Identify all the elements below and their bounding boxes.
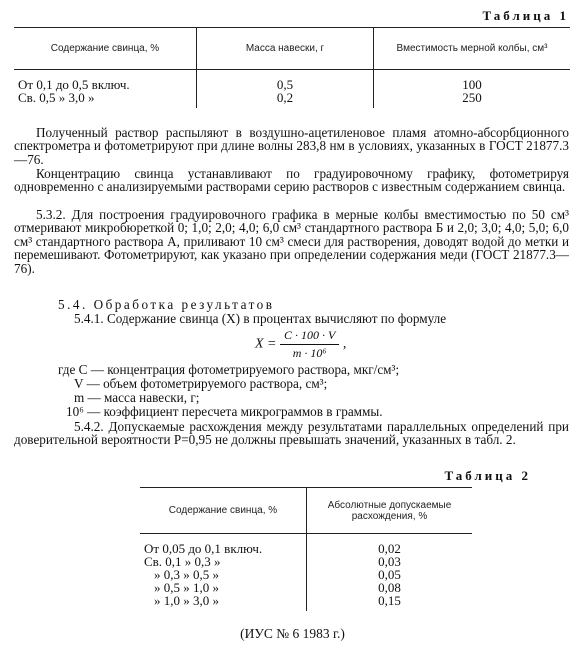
table1-cell: Св. 0,5 » 3,0 » xyxy=(18,90,95,105)
table-row xyxy=(14,91,570,108)
paragraph-5-4-2: 5.4.2. Допускаемые расхождения между результатами параллельных определений при доверительной вероятности P=0,95 не должны превышать значений, указанных в табл. 2. xyxy=(14,419,569,448)
table2-header-content: Содержание свинца, % xyxy=(140,488,307,534)
formula-fraction xyxy=(280,328,339,361)
table-row xyxy=(14,70,570,92)
table1-cell: 0,2 xyxy=(197,91,374,108)
table-row xyxy=(140,594,472,611)
definition-10-6: 10⁶ — коэффициент пересчета микрограммов в граммы. xyxy=(66,404,383,419)
formula-denominator: m · 10⁶ xyxy=(292,346,327,360)
table2-cell: » 0,5 » 1,0 » xyxy=(154,580,219,595)
formula-lhs: X = xyxy=(255,336,277,352)
paragraph-spray: Полученный раствор распыляют в воздушно-ацетиленовое пламя атомно-абсорбционного спектрометра и фотометрируют при длине волны 283,8 нм в условиях, указанных в ГОСТ 21877.3—76. xyxy=(14,125,569,167)
table1-cell: 100 xyxy=(374,70,571,92)
table-row xyxy=(140,534,472,556)
section-5-4-heading: 5.4. Обработка результатов xyxy=(58,297,275,312)
table2-cell: 0,15 xyxy=(307,594,473,611)
footer-note: (ИУС № 6 1983 г.) xyxy=(240,626,345,641)
paragraph-5-3-2: 5.3.2. Для построения градуировочного графика в мерные колбы вместимостью по 50 см³ отмеривают микробюреткой 0; 1,0; 2,0; 4,0; 6,0 см³ стандартного раствора Б и 2,0; 3,0; 4,0; 5,0; 6,0 см³ стандартного раствора А, приливают 10 см³ смеси для растворения, доводят водой до метки и перемешивают. Фотометрируют, как указано при определении содержания меди (ГОСТ 21877.3—76). xyxy=(14,207,569,276)
table1-cell: 0,5 xyxy=(197,70,374,92)
definition-v: V — объем фотометрируемого раствора, см³; xyxy=(74,376,328,391)
table2-cell: Св. 0,1 » 0,3 » xyxy=(144,554,221,569)
table2-cell: 0,08 xyxy=(307,581,473,594)
table1-cell: От 0,1 до 0,5 включ. xyxy=(18,77,130,92)
table1-header-mass: Масса навески, г xyxy=(197,28,374,70)
formula-comma: , xyxy=(342,336,347,352)
formula-numerator: C · 100 · V xyxy=(280,328,339,345)
definition-m: m — масса навески, г; xyxy=(74,390,200,405)
table1-caption: Таблица 1 xyxy=(482,8,569,23)
table1-cell: 250 xyxy=(374,91,571,108)
table2-cell: » 0,3 » 0,5 » xyxy=(154,567,219,582)
table1 xyxy=(14,27,570,108)
paragraph-5-4-1: 5.4.1. Содержание свинца (X) в процентах вычисляют по формуле xyxy=(74,311,447,326)
paragraph-calibration: Концентрацию свинца устанавливают по градуировочному графику, фотометрируя одновременно с анализируемыми растворами серию растворов с известным содержанием свинца. xyxy=(14,166,569,195)
table1-header-content: Содержание свинца, % xyxy=(14,28,197,70)
table2-cell: 0,03 xyxy=(307,555,473,568)
table2-cell: 0,05 xyxy=(307,568,473,581)
definition-c: где C — концентрация фотометрируемого раствора, мкг/см³; xyxy=(58,362,400,377)
formula xyxy=(255,328,346,361)
table2-caption: Таблица 2 xyxy=(444,468,531,483)
table2-cell: 0,02 xyxy=(307,534,473,556)
table1-header-volume: Вместимость мерной колбы, см³ xyxy=(374,28,571,70)
table2 xyxy=(140,487,472,611)
table2-cell: » 1,0 » 3,0 » xyxy=(154,593,219,608)
table2-cell: От 0,05 до 0,1 включ. xyxy=(144,541,263,556)
table2-header-tolerance: Абсолютные допускаемые расхождения, % xyxy=(307,488,473,534)
